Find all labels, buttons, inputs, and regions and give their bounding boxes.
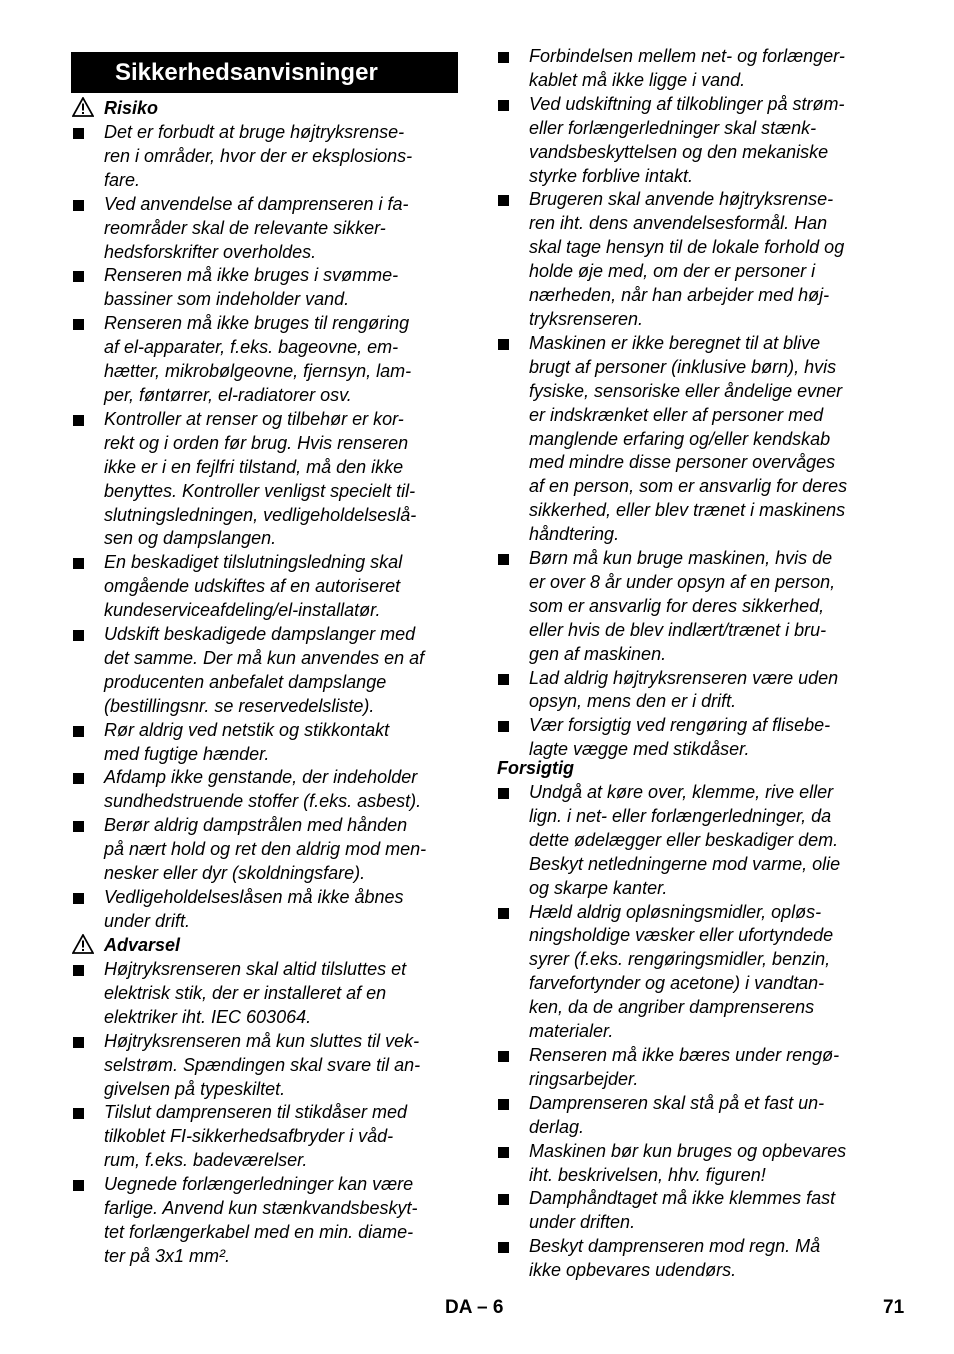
list-item	[496, 1187, 888, 1235]
list-item	[71, 814, 463, 886]
list-item-text: Berør aldrig dampstrålen med hånden på nært hold og ret den aldrig mod men- nesker eller dyr (skoldningsfare).	[104, 815, 427, 884]
square-bullet-icon	[498, 1242, 509, 1253]
warning-triangle-icon	[72, 934, 94, 954]
list-item-text: Renseren må ikke bruges i svømme- bassiner som indeholder vand.	[104, 265, 399, 310]
list-item	[496, 667, 888, 715]
forsigtig-list	[496, 781, 888, 1283]
square-bullet-icon	[498, 195, 509, 206]
list-item	[71, 623, 463, 719]
square-bullet-icon	[73, 271, 84, 282]
list-item	[71, 1173, 463, 1269]
list-item	[71, 1101, 463, 1173]
page-label: DA – 6	[445, 1297, 504, 1318]
list-item	[496, 45, 888, 93]
list-item	[71, 264, 463, 312]
list-item-text: Damprenseren skal stå på et fast un- derlag.	[529, 1092, 825, 1137]
list-item-text: Hæld aldrig opløsningsmidler, opløs- ningsholdige væsker eller ufortyndede syrer (f.eks. rengøringsmidler, benzin, farvefortynder og acetone) i vandtan- ken, da de angriber damprenserens materialer.	[529, 901, 834, 1042]
list-item	[71, 958, 463, 1030]
section-heading-advarsel: Advarsel	[104, 935, 181, 955]
list-item-text: Vær forsigtig ved rengøring af flisebe- lagte vægge med stikdåser.	[529, 715, 831, 760]
square-bullet-icon	[498, 339, 509, 350]
square-bullet-icon	[73, 128, 84, 139]
list-item-text: Damphåndtaget må ikke klemmes fast under driften.	[529, 1188, 836, 1233]
list-item-text: Maskinen er ikke beregnet til at blive brugt af personer (inklusive børn), hvis fysiske, sensoriske eller åndelige evner er indskrænket eller af personer med manglende erfaring og/eller kendskab med mindre disse personer overvåges af en person, som er ansvarlig for deres sikkerhed, eller blev trænet i maskinens håndtering.	[529, 332, 848, 545]
square-bullet-icon	[73, 319, 84, 330]
list-item	[496, 1044, 888, 1092]
list-item	[496, 188, 888, 331]
list-item-text: Maskinen bør kun bruges og opbevares iht. beskrivelsen, hhv. figuren!	[529, 1140, 847, 1185]
page-number: 71	[883, 1297, 905, 1318]
advarsel-list-left	[71, 958, 463, 1269]
list-item	[71, 719, 463, 767]
list-item-text: Beskyt damprenseren mod regn. Må ikke opbevares udendørs.	[529, 1236, 821, 1281]
list-item	[71, 312, 463, 408]
list-item-text: Undgå at køre over, klemme, rive eller lign. i net- eller forlængerledninger, da dette ødelægger eller beskadiger dem. Beskyt netledningerne mod varme, olie og skarpe kanter.	[529, 782, 841, 898]
list-item	[71, 408, 463, 551]
square-bullet-icon	[498, 1194, 509, 1205]
square-bullet-icon	[498, 721, 509, 732]
list-item-text: Det er forbudt at bruge højtryksrense- ren i områder, hvor der er eksplosions- fare.	[104, 122, 413, 190]
list-item	[71, 193, 463, 265]
square-bullet-icon	[73, 630, 84, 641]
list-item-text: Renseren må ikke bruges til rengøring af el-apparater, f.eks. bageovne, em- hætter, mikrobølgeovne, fjernsyn, lam- per, føntørrer, el-radiatorer osv.	[104, 313, 412, 405]
list-item-text: Renseren må ikke bæres under rengø- ringsarbejder.	[529, 1044, 840, 1089]
list-item-text: Udskift beskadigede dampslanger med det samme. Der må kun anvendes en af producenten anbefalet dampslange (bestillingsnr. se reservedelsliste).	[104, 624, 425, 716]
square-bullet-icon	[73, 1180, 84, 1191]
list-item-text: Højtryksrenseren må kun sluttes til vek- selstrøm. Spændingen skal svare til an- givelsen på typeskiltet.	[104, 1030, 421, 1099]
list-item	[71, 886, 463, 934]
square-bullet-icon	[498, 788, 509, 799]
square-bullet-icon	[73, 965, 84, 976]
list-item	[496, 93, 888, 189]
list-item	[496, 1235, 888, 1283]
square-bullet-icon	[498, 52, 509, 63]
section-heading-forsigtig: Forsigtig	[497, 758, 574, 778]
list-item	[71, 121, 463, 193]
section-heading-risiko: Risiko	[104, 98, 159, 118]
list-item	[496, 547, 888, 667]
list-item-text: Ved anvendelse af damprenseren i fa- reområder skal de relevante sikker- hedsforskrifter overholdes.	[104, 193, 409, 262]
square-bullet-icon	[498, 674, 509, 685]
square-bullet-icon	[73, 726, 84, 737]
list-item	[71, 551, 463, 623]
list-item-text: Tilslut damprenseren til stikdåser med tilkoblet FI-sikkerhedsafbryder i våd- rum, f.eks. badeværelser.	[104, 1102, 407, 1171]
list-item	[496, 781, 888, 901]
list-item-text: Kontroller at renser og tilbehør er kor- rekt og i orden før brug. Hvis renseren ikke er i en fejlfri tilstand, må den ikke benyttes. Kontroller venligst specielt til- slutningsledningen, vedligeholdelseslå- sen og dampslangen.	[104, 408, 417, 549]
warning-triangle-icon	[72, 97, 94, 117]
list-item-text: Børn må kun bruge maskinen, hvis de er over 8 år under opsyn af en person, som er ansvarlig for deres sikkerhed, eller hvis de blev indlært/trænet i bru- gen af maskinen.	[529, 548, 836, 664]
square-bullet-icon	[73, 1108, 84, 1119]
square-bullet-icon	[498, 1099, 509, 1110]
list-item	[71, 766, 463, 814]
list-item-text: Afdamp ikke genstande, der indeholder sundhedstruende stoffer (f.eks. asbest).	[104, 767, 422, 812]
square-bullet-icon	[498, 554, 509, 565]
square-bullet-icon	[498, 100, 509, 111]
list-item-text: Lad aldrig højtryksrenseren være uden opsyn, mens den er i drift.	[529, 667, 839, 712]
list-item-text: Rør aldrig ved netstik og stikkontakt med fugtige hænder.	[104, 719, 390, 764]
square-bullet-icon	[498, 1051, 509, 1062]
list-item-text: En beskadiget tilslutningsledning skal omgående udskiftes af en autoriseret kundeserviceafdeling/el-installatør.	[104, 552, 403, 621]
list-item	[496, 1140, 888, 1188]
list-item-text: Vedligeholdelseslåsen må ikke åbnes under drift.	[104, 887, 404, 931]
square-bullet-icon	[498, 908, 509, 919]
list-item	[496, 901, 888, 1044]
square-bullet-icon	[498, 1147, 509, 1158]
list-item-text: Højtryksrenseren skal altid tilsluttes et elektrisk stik, der er installeret af en elektriker iht. IEC 603064.	[104, 959, 407, 1027]
list-item-text: Uegnede forlængerledninger kan være farlige. Anvend kun stænkvandsbeskyt- tet forlængerkabel med en min. diame- ter på 3x1 mm².	[104, 1174, 418, 1266]
list-item	[71, 1030, 463, 1102]
square-bullet-icon	[73, 821, 84, 832]
list-item-text: Brugeren skal anvende højtryksrense- ren iht. dens anvendelsesformål. Han skal tage hensyn til de lokale forhold og holde øje med, om der er personer i nærheden, når han arbejder med høj- tryksrenseren.	[529, 189, 845, 329]
list-item	[496, 332, 888, 547]
risiko-list	[71, 121, 463, 934]
square-bullet-icon	[73, 200, 84, 211]
square-bullet-icon	[73, 558, 84, 569]
square-bullet-icon	[73, 773, 84, 784]
square-bullet-icon	[73, 893, 84, 904]
list-item-text: Ved udskiftning af tilkoblinger på strøm- eller forlængerledninger skal stænk- vandsbeskyttelsen og den mekaniske styrke forblive intakt.	[529, 93, 845, 186]
square-bullet-icon	[73, 1037, 84, 1048]
list-item	[496, 1092, 888, 1140]
advarsel-list-right	[496, 45, 888, 762]
page-title: Sikkerhedsanvisninger	[71, 52, 458, 93]
list-item-text: Forbindelsen mellem net- og forlænger- kablet må ikke ligge i vand.	[529, 46, 845, 90]
square-bullet-icon	[73, 415, 84, 426]
